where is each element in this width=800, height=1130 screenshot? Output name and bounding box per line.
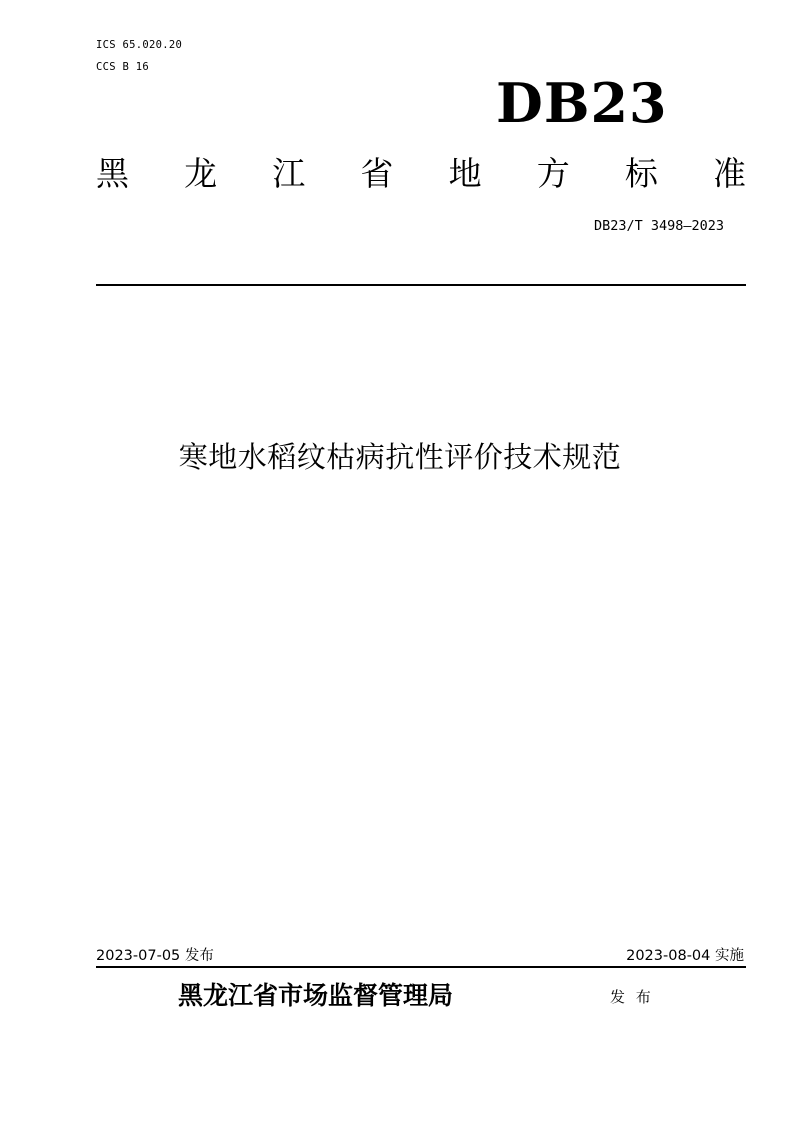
document-title: 寒地水稻纹枯病抗性评价技术规范 (178, 440, 622, 474)
top-divider (96, 284, 746, 286)
publish-date: 2023-07-05 发布 (96, 948, 214, 964)
standard-type-char: 省 (360, 154, 394, 193)
ics-code: ICS 65.020.20 (96, 39, 183, 51)
db-mark: DB23 (496, 71, 668, 135)
standard-type-char: 江 (272, 154, 306, 193)
standard-type-char: 黑 (96, 154, 129, 193)
standard-type-char: 标 (624, 154, 658, 193)
standard-type-char: 准 (712, 154, 746, 193)
implement-date: 2023-08-04 实施 (626, 948, 744, 964)
standard-code: DB23/T 3498—2023 (593, 218, 724, 234)
standard-type-char: 方 (536, 154, 570, 193)
standard-type (96, 152, 746, 196)
ccs-code: CCS B 16 (96, 61, 149, 73)
issue-label: 发 布 (610, 988, 651, 1006)
standard-type-char: 龙 (184, 154, 218, 193)
issuing-authority: 黑龙江省市场监督管理局 (178, 981, 454, 1010)
standard-type-char: 地 (448, 154, 482, 193)
bottom-divider (96, 966, 746, 968)
